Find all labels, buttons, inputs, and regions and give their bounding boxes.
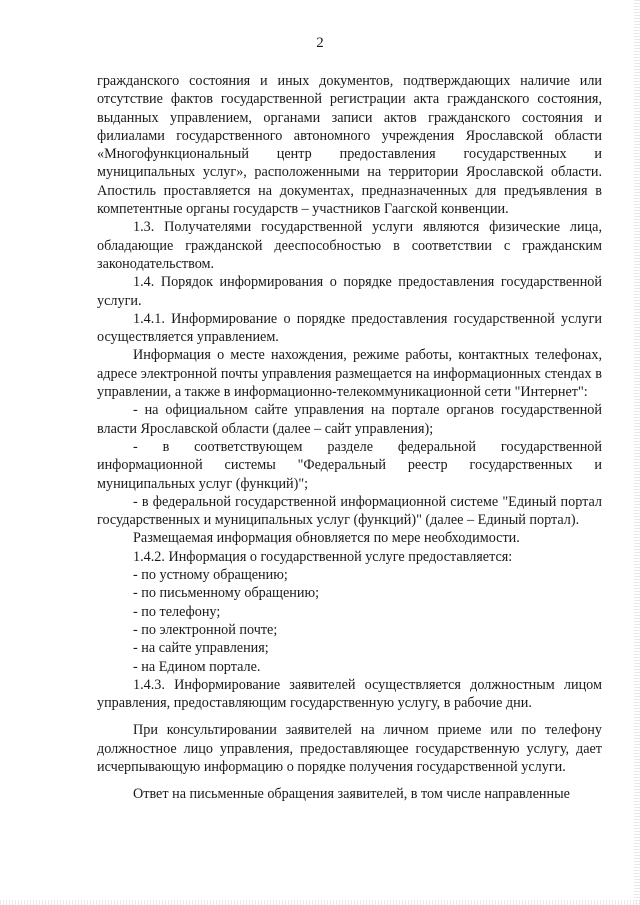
paragraph-written-answers: Ответ на письменные обращения заявителей, в том числе направленные	[133, 786, 570, 803]
scan-edge-bottom	[0, 900, 640, 905]
paragraph-1-3: 1.3. Получателями государственной услуги являются физические лица, обладающие гражданской дееспособностью в соответствии с гражданским законодательством.	[97, 219, 602, 272]
paragraph-1-4-3: 1.4.3. Информирование заявителей осуществляется должностным лицом управления, предоставляющим государственную услугу, в рабочие дни.	[97, 676, 602, 712]
document-body	[97, 72, 602, 804]
paragraph-consulting: При консультировании заявителей на личном приеме или по телефону должностное лицо управления, предоставляющее государственную услугу, дает исчерпывающую информацию о порядке получения государственной услуги.	[97, 722, 602, 775]
paragraph-info-updated: Размещаемая информация обновляется по мере необходимости.	[133, 530, 520, 547]
page-number: 2	[316, 35, 324, 51]
list-item-site: - на сайте управления;	[133, 640, 269, 657]
list-item-federal-registry: - в соответствующем разделе федеральной государственной информационной системы "Федеральный реестр государственных и муниципальных услуг (функций)";	[97, 438, 602, 492]
list-item-official-site: - на официальном сайте управления на портале органов государственной власти Ярославской области (далее – сайт управления);	[97, 402, 602, 437]
paragraph-1-4-2: 1.4.2. Информация о государственной услуге предоставляется:	[133, 548, 513, 565]
paragraph-1-4-1: 1.4.1. Информирование о порядке предоставления государственной услуги осуществляется управлением.	[97, 310, 602, 346]
list-item-unified-portal: - в федеральной государственной информационной системе "Единый портал государственных и муниципальных услуг (функций)" (далее – Единый портал).	[97, 493, 602, 529]
list-item-email: - по электронной почте;	[133, 621, 278, 638]
list-item-phone: - по телефону;	[133, 603, 221, 620]
list-item-portal: - на Едином портале.	[133, 658, 261, 675]
paragraph-contact-info: Информация о месте нахождения, режиме работы, контактных телефонах, адресе электронной почты управления размещается на информационных стендах в управлении, а также в информационно-телекоммуникационной сети "Интернет":	[97, 347, 602, 401]
paragraph-continuation: гражданского состояния и иных документов, подтверждающих наличие или отсутствие фактов государственной регистрации акта гражданского состояния, выданных управлением, органами записи актов гражданского состояния и филиалами государственного автономного учреждения Ярославской области «Многофункциональный центр предоставления государственных и муниципальных услуг», расположенными на территории Ярославской области. Апостиль проставляется на документах, предназначенных для предъявления в компетентные органы государств – участников Гаагской конвенции.	[97, 73, 602, 218]
list-item-written: - по письменному обращению;	[133, 585, 320, 602]
paragraph-1-4: 1.4. Порядок информирования о порядке предоставления государственной услуги.	[97, 274, 602, 309]
list-item-oral: - по устному обращению;	[133, 567, 288, 584]
scan-edge-right	[634, 0, 640, 905]
